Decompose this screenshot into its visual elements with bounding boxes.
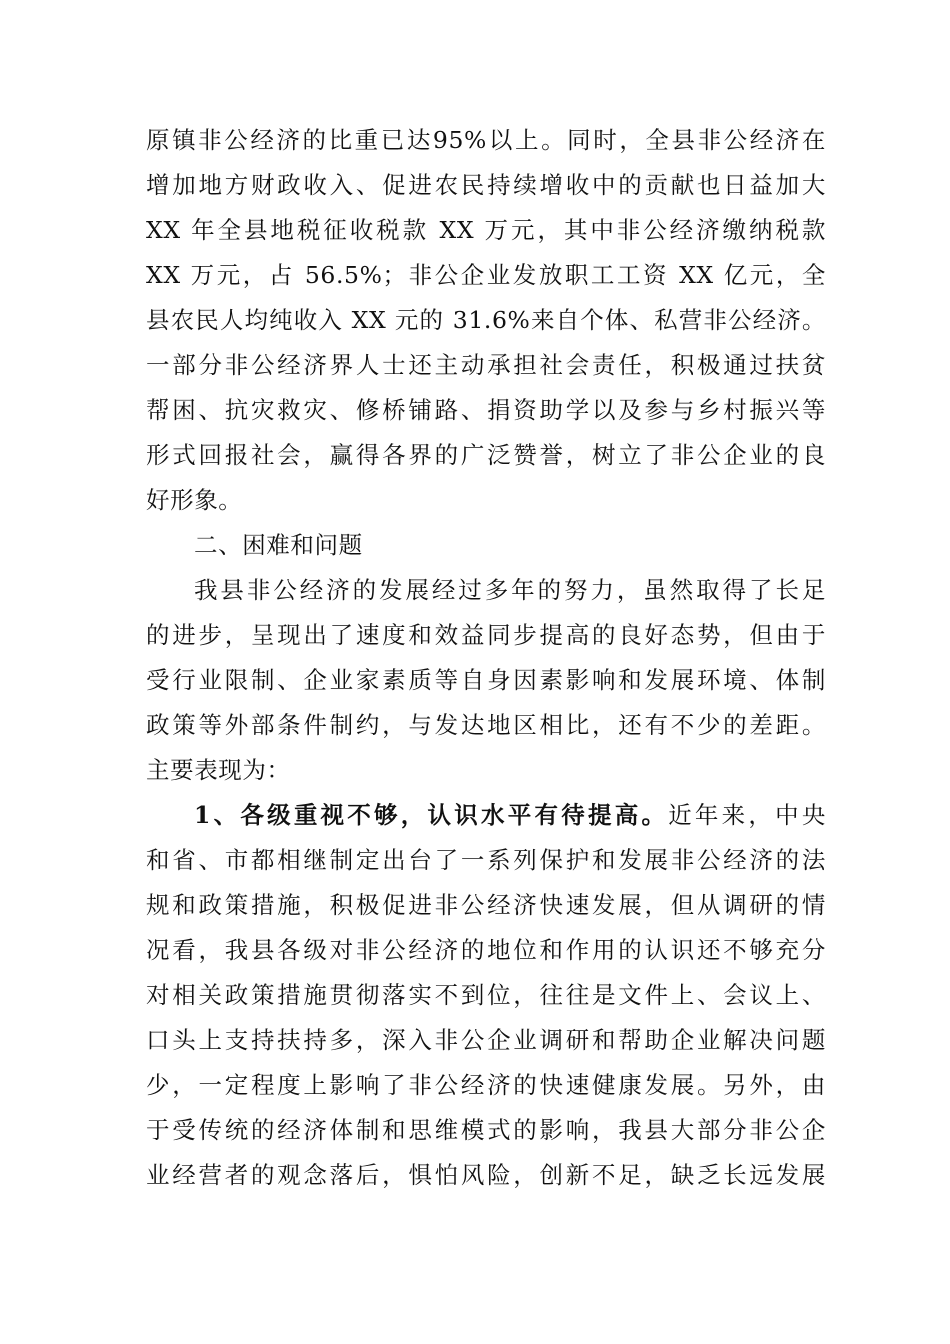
para3-line-6: 口头上支持扶持多，深入非公企业调研和帮助企业解决问题	[146, 1026, 826, 1054]
para2-line-5: 主要表现为：	[146, 756, 291, 784]
para2-line-2: 的进步，呈现出了速度和效益同步提高的良好态势，但由于	[146, 621, 826, 649]
para1-line-8: 形式回报社会，赢得各界的广泛赞誉，树立了非公企业的良	[146, 441, 826, 469]
para3-first-rest: 近年来，中央	[668, 801, 826, 829]
para3-line-7: 少，一定程度上影响了非公经济的快速健康发展。另外，由	[146, 1071, 826, 1099]
para1-line-2: 增加地方财政收入、促进农民持续增收中的贡献也日益加大	[146, 171, 826, 199]
para1-line-5: 县农民人均纯收入 XX 元的 31.6%来自个体、私营非公经济。	[146, 306, 826, 334]
para3-line-1	[194, 793, 826, 837]
para3-line-9: 业经营者的观念落后，惧怕风险，创新不足，缺乏长远发展	[146, 1161, 826, 1189]
para1-line-7: 帮困、抗灾救灾、修桥铺路、捐资助学以及参与乡村振兴等	[146, 396, 826, 424]
para3-line-2: 和省、市都相继制定出台了一系列保护和发展非公经济的法	[146, 846, 826, 874]
para1-line-1: 原镇非公经济的比重已达95%以上。同时，全县非公经济在	[146, 126, 826, 154]
para3-line-8: 于受传统的经济体制和思维模式的影响，我县大部分非公企	[146, 1116, 826, 1144]
para3-line-4: 况看，我县各级对非公经济的地位和作用的认识还不够充分	[146, 936, 826, 964]
section-heading: 二、困难和问题	[194, 531, 363, 559]
para1-line-3: XX 年全县地税征收税款 XX 万元，其中非公经济缴纳税款	[146, 216, 826, 244]
para1-line-9: 好形象。	[146, 486, 243, 514]
para2-line-3: 受行业限制、企业家素质等自身因素影响和发展环境、体制	[146, 666, 826, 694]
para3-line-3: 规和政策措施，积极促进非公经济快速发展，但从调研的情	[146, 891, 826, 919]
para1-line-6: 一部分非公经济界人士还主动承担社会责任，积极通过扶贫	[146, 351, 826, 379]
para1-line-4: XX 万元，占 56.5%；非公企业发放职工工资 XX 亿元，全	[146, 261, 826, 289]
para2-line-4: 政策等外部条件制约，与发达地区相比，还有不少的差距。	[146, 711, 826, 739]
para2-line-1: 我县非公经济的发展经过多年的努力，虽然取得了长足	[194, 576, 826, 604]
para3-line-5: 对相关政策措施贯彻落实不到位，往往是文件上、会议上、	[146, 981, 826, 1009]
para3-bold-lead: 1、各级重视不够，认识水平有待提高。	[194, 801, 669, 829]
